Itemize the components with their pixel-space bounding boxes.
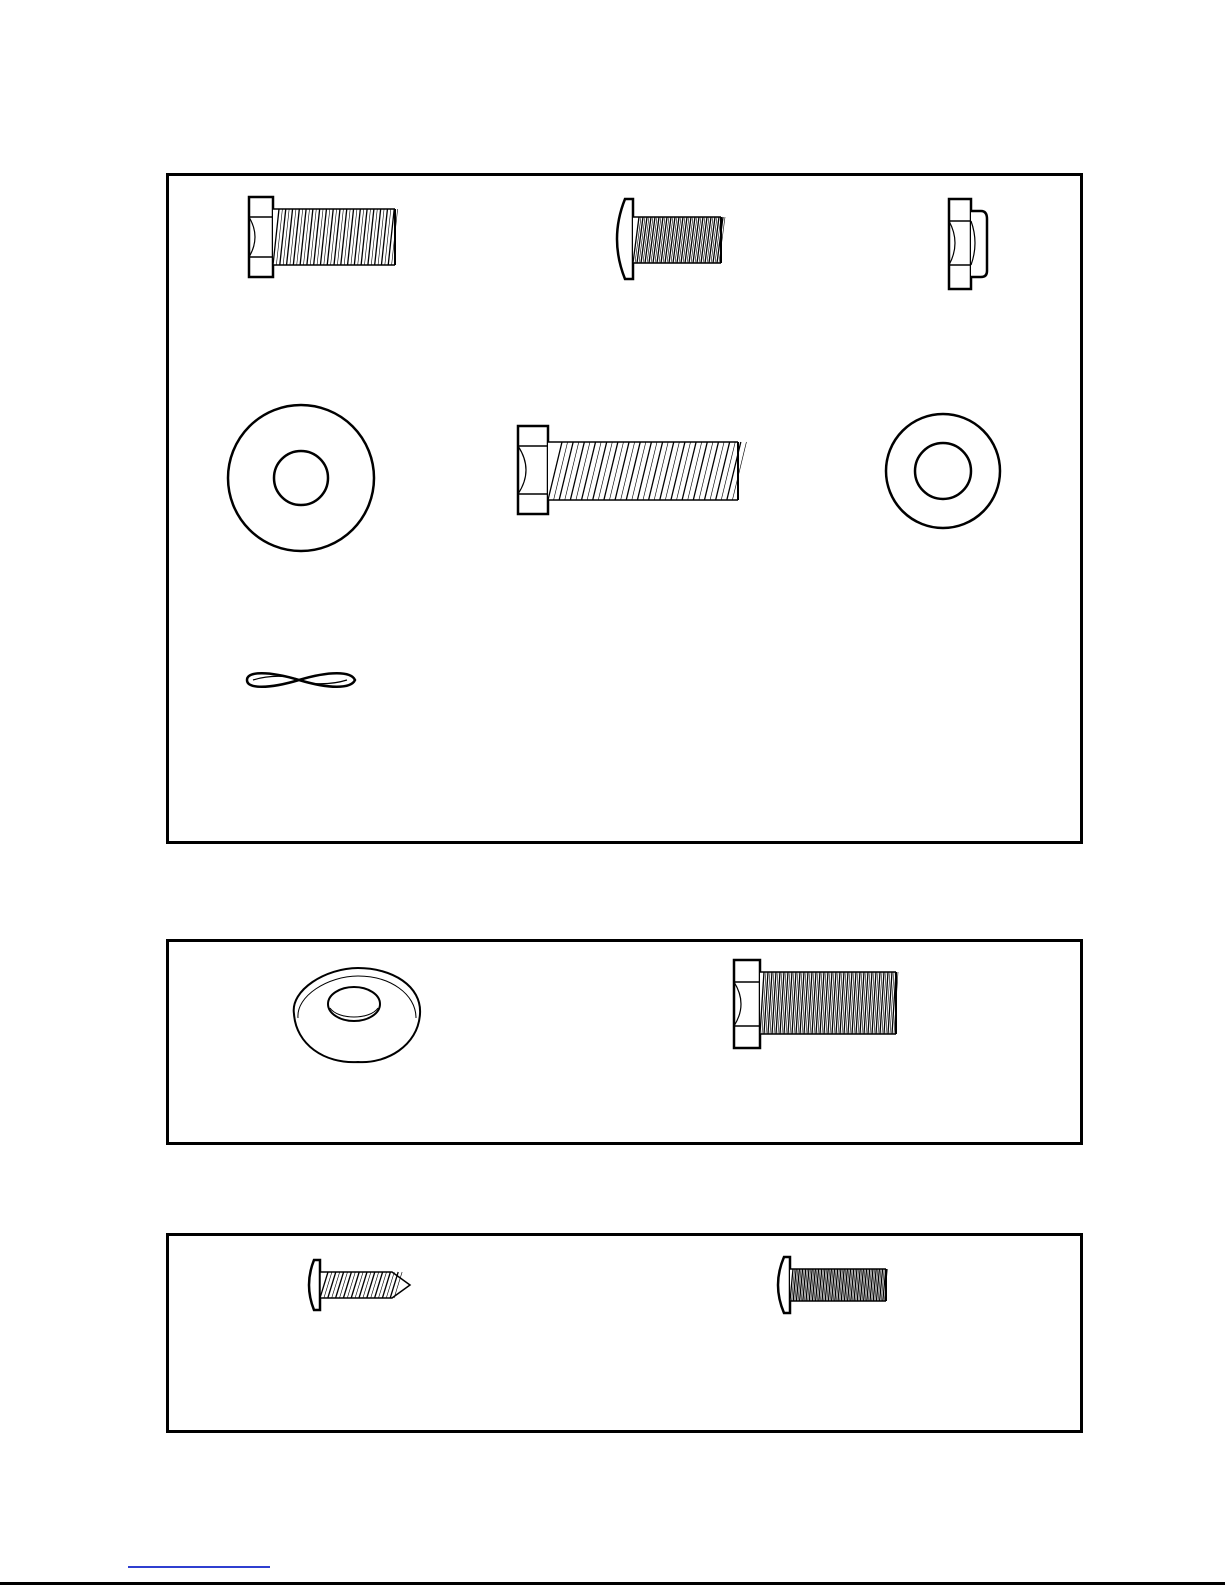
footer-link-underline[interactable] [128, 1566, 270, 1568]
flat-washer-icon [225, 402, 377, 554]
self-tapping-screw-icon [306, 1258, 416, 1316]
fine-thread-hex-bolt-icon [732, 958, 902, 1054]
wave-washer-icon [288, 962, 428, 1068]
hardware-panel-2 [166, 939, 1083, 1145]
hardware-panel-1 [166, 173, 1083, 844]
button-head-screw-icon [609, 197, 725, 283]
flange-nut-icon [947, 197, 991, 293]
button-head-machine-screw-icon [774, 1255, 890, 1319]
cotter-clip-icon [239, 667, 361, 693]
hex-bolt-icon [247, 195, 399, 281]
small-flat-washer-icon [884, 412, 1004, 532]
hex-bolt-coarse-icon [516, 424, 742, 518]
hardware-panel-3 [166, 1233, 1083, 1433]
